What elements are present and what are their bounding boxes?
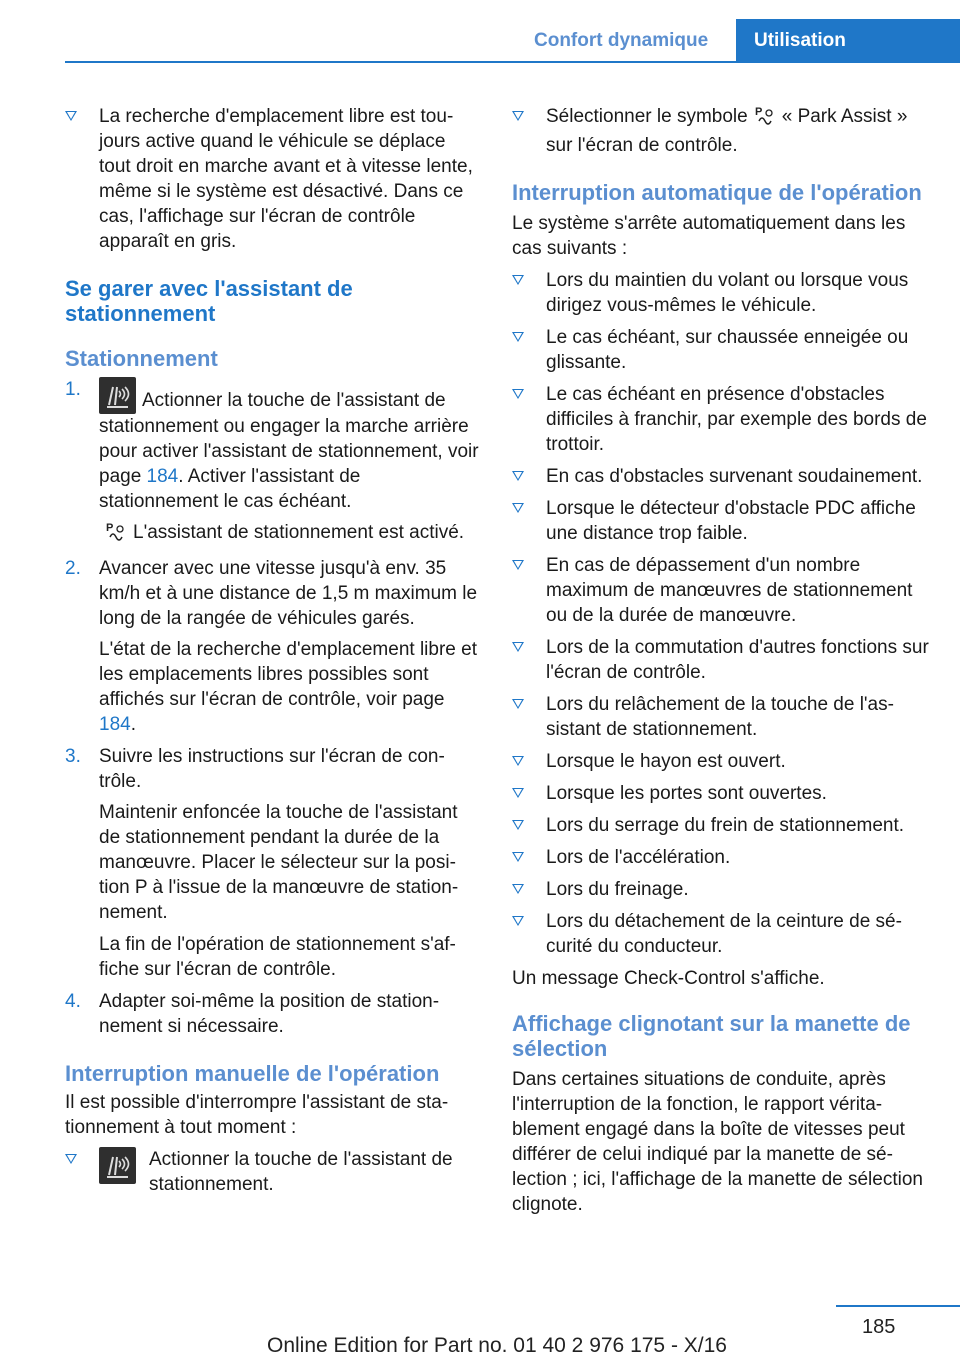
step-number: 4. bbox=[65, 991, 81, 1012]
list-item: Lors du détachement de la ceinture de sécurité du conducteur. bbox=[512, 909, 932, 959]
footer-rule bbox=[836, 1305, 960, 1307]
list-item: Sélectionner le symbole P « Park Assist » sur l'écran de contrôle. bbox=[512, 104, 932, 158]
right-column bbox=[512, 104, 932, 1224]
list-item: Le cas échéant, sur chaussée enneigée ou glissante. bbox=[512, 325, 932, 375]
step-number: 2. bbox=[65, 558, 81, 579]
list-item: Lors du relâchement de la touche de l'assistant de stationnement. bbox=[512, 692, 932, 742]
step-3: 3. Suivre les instructions sur l'écran de contrôle. Maintenir enfoncée la touche de l'assistant de stationnement pendant la durée de la manœuvre. Placer le sélecteur sur la position P à l'issue de la manœuvre de stationnement. La fin de l'opération de stationnement s'affiche sur l'écran de contrôle. bbox=[65, 746, 459, 980]
auto-interruption-list bbox=[512, 268, 932, 959]
left-column bbox=[65, 104, 480, 1204]
page-number: 185 bbox=[862, 1316, 896, 1338]
park-assist-symbol-icon bbox=[754, 104, 776, 133]
list-item: La recherche d'emplacement libre est toujours active quand le véhicule se déplace tout droit en marche avant et à vitesse lente, même si le système est désactivé. Dans ce cas, l'affichage sur l'écran de contrôle apparaît en gris. bbox=[65, 104, 480, 254]
list-item: Lorsque le hayon est ouvert. bbox=[512, 749, 932, 774]
edition-note: Online Edition for Part no. 01 40 2 976 175 - X/16 bbox=[267, 1334, 727, 1357]
park-assist-symbol-icon bbox=[105, 520, 127, 549]
intro-list bbox=[65, 104, 480, 254]
svg-text:P: P bbox=[106, 522, 114, 534]
steps-list bbox=[65, 377, 480, 1039]
list-item: Lors du serrage du frein de stationnement. bbox=[512, 813, 932, 838]
auto-text: Le système s'arrête automatiquement dans les cas suivants : bbox=[512, 213, 906, 259]
list-item: En cas de dépassement d'un nombre maximum de manœuvres de stationnement ou de la durée de manœuvre. bbox=[512, 553, 932, 628]
manual-list bbox=[65, 1147, 480, 1197]
bullet-triangle-icon bbox=[512, 111, 524, 121]
page-link[interactable]: 184 bbox=[146, 466, 179, 487]
bullet-triangle-icon bbox=[512, 389, 524, 399]
list-item: Lors du freinage. bbox=[512, 877, 932, 902]
bullet-triangle-icon bbox=[512, 788, 524, 798]
bullet-triangle-icon bbox=[512, 756, 524, 766]
step-number: 1. bbox=[65, 379, 81, 400]
flash-text: Dans certaines situations de conduite, après l'interruption de la fonction, le rapport véritablement engagé dans la boîte de vitesses peut différer de celui indiqué par la manette de sélection ; ici, l'affichage de la manette de sélection clignote. bbox=[512, 1069, 923, 1215]
heading-flashing-display: Affichage clignotant sur la manette de sélection bbox=[512, 1011, 911, 1061]
list-item: En cas d'obstacles survenant soudainement. bbox=[512, 464, 932, 489]
list-item: Le cas échéant en présence d'obstacles difficiles à franchir, par exemple des bords de trottoir. bbox=[512, 382, 932, 457]
bullet-triangle-icon bbox=[65, 111, 77, 121]
list-item: Lorsque le détecteur d'obstacle PDC affiche une distance trop faible. bbox=[512, 496, 932, 546]
step-number: 3. bbox=[65, 746, 81, 767]
manual-text: Il est possible d'interrompre l'assistant de stationnement à tout moment : bbox=[65, 1092, 449, 1138]
page-link[interactable]: 184 bbox=[99, 714, 131, 735]
bullet-triangle-icon bbox=[512, 503, 524, 513]
bullet-triangle-icon bbox=[512, 916, 524, 926]
bullet-triangle-icon bbox=[512, 820, 524, 830]
bullet-triangle-icon bbox=[512, 471, 524, 481]
bullet-triangle-icon bbox=[512, 275, 524, 285]
bullet-triangle-icon bbox=[512, 332, 524, 342]
heading-manual-interruption: Interruption manuelle de l'opération bbox=[65, 1061, 440, 1086]
svg-text:P: P bbox=[754, 106, 763, 118]
step-1: 1. Actionner la touche de l'assistant de stationnement ou engager la marche arrière pour activer l'assistant de stationnement, voir page 184. Activer l'assistant de stationnement le cas échéant. P L'assistant de stationnement est activé. bbox=[65, 377, 480, 549]
step-2: 2. Avancer avec une vitesse jusqu'à env. 35 km/h et à une distance de 1,5 m maximum le long de la rangée de véhicules garés. L'état de la recherche d'emplacement libre et les emplacements libres possibles sont affichés sur l'écran de contrôle, voir page 184. bbox=[65, 558, 478, 735]
list-item: Lors de la commutation d'autres fonctions sur l'écran de contrôle. bbox=[512, 635, 932, 685]
heading-stationnement: Stationnement bbox=[65, 346, 218, 371]
bullet-triangle-icon bbox=[512, 884, 524, 894]
list-item: Lors du maintien du volant ou lorsque vous dirigez vous-mêmes le véhicule. bbox=[512, 268, 932, 318]
header-chapter-tab: Utilisation bbox=[736, 19, 960, 63]
bullet-triangle-icon bbox=[512, 642, 524, 652]
bullet-triangle-icon bbox=[512, 560, 524, 570]
park-assist-button-icon bbox=[99, 1147, 136, 1184]
select-list bbox=[512, 104, 932, 158]
list-item: Actionner la touche de l'assistant de stationnement. bbox=[65, 1147, 480, 1197]
step-4: 4. Adapter soi-même la position de stationnement si nécessaire. bbox=[65, 991, 440, 1037]
bullet-triangle-icon bbox=[512, 852, 524, 862]
heading-auto-interruption: Interruption automatique de l'opération bbox=[512, 180, 922, 205]
list-item: Lors de l'accélération. bbox=[512, 845, 932, 870]
bullet-triangle-icon bbox=[65, 1154, 77, 1164]
bullet-triangle-icon bbox=[512, 699, 524, 709]
check-control-message: Un message Check-Control s'affiche. bbox=[512, 968, 825, 989]
heading-park-assist: Se garer avec l'assistant de stationnement bbox=[65, 276, 353, 326]
park-assist-button-icon bbox=[99, 377, 136, 414]
list-item: Lorsque les portes sont ouvertes. bbox=[512, 781, 932, 806]
header-section: Confort dynamique bbox=[534, 30, 709, 51]
